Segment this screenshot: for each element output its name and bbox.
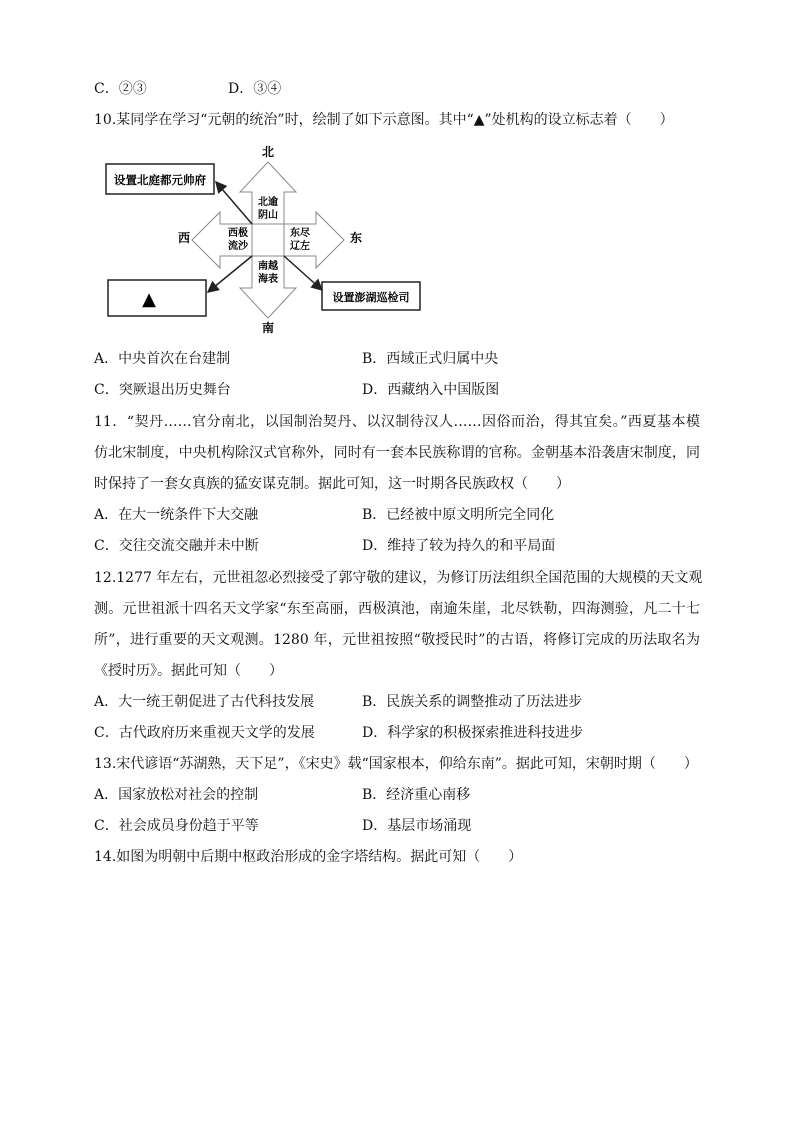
south-arm-text-2: 海表 (258, 274, 278, 285)
q12-option-a: A．大一统王朝促进了古代科技发展 (94, 694, 315, 710)
q13-stem: 13.宋代谚语“苏湖熟，天下足”，《宋史》载“国家根本，仰给东南”。据此可知，宋朝时期（ ） (94, 756, 698, 772)
q12-stem-line-3: 所”，进行重要的天文观测。1280 年，元世祖按照“敬授民时”的古语，将修订完成的历法取名为 (94, 632, 700, 648)
q12-option-d: D．科学家的积极探索推进科技进步 (362, 725, 584, 741)
q10-option-d: D．西藏纳入中国版图 (362, 382, 500, 398)
q11-stem-line-2: 仿北宋制度，中央机构除汉式官称外，同时有一套本民族称谓的官称。金朝基本沿袭唐宋制度，同 (94, 445, 700, 461)
q12-stem-line-4: 《授时历》。据此可知（ ） (94, 663, 283, 679)
east-arm-text-1: 东尽 (290, 228, 310, 239)
east-arm-text-2: 辽左 (290, 241, 310, 252)
q11-option-c: C．交往交流交融并未中断 (94, 538, 259, 554)
q10-option-c: C．突厥退出历史舞台 (94, 382, 231, 398)
west-arm-text-1: 西极 (228, 228, 248, 239)
west-arm-text-2: 流沙 (228, 241, 248, 252)
q11-stem-line-1: 11．“契丹……官分南北，以国制治契丹、以汉制待汉人……因俗而治，得其宜矣。”西夏基本模 (94, 414, 700, 430)
q10-stem: 10.某同学在学习“元朝的统治”时，绘制了如下示意图。其中“▲”处机构的设立标志着（ ） (94, 112, 674, 128)
q14-stem: 14.如图为明朝中后期中枢政治形成的金字塔结构。据此可知（ ） (94, 849, 523, 865)
q11-stem-line-3: 时保持了一套女真族的猛安谋克制。据此可知，这一时期各民族政权（ ） (94, 476, 570, 492)
q11-option-b: B．已经被中原文明所完全同化 (362, 507, 555, 523)
west-label: 西 (177, 231, 191, 245)
south-arm-text-1: 南越 (258, 261, 278, 272)
q12-stem-line-1: 12.1277 年左右，元世祖忽必烈接受了郭守敬的建议，为修订历法组织全国范围的大规模的天文观 (94, 570, 703, 586)
q13-option-d: D．基层市场涌现 (362, 818, 472, 834)
q13-option-c: C．社会成员身份趋于平等 (94, 818, 259, 834)
q9-option-c: C．②③ (94, 81, 147, 97)
q12-option-b: B．民族关系的调整推动了历法进步 (362, 694, 583, 710)
north-arm-text-1: 北逾 (258, 197, 278, 208)
west-arrow (192, 212, 252, 268)
east-arrow (284, 212, 344, 268)
south-label: 南 (261, 321, 275, 335)
q10-diagram (100, 142, 460, 338)
box-southwest (108, 280, 206, 316)
q13-option-a: A．国家放松对社会的控制 (94, 787, 259, 803)
q10-option-a: A．中央首次在台建制 (94, 351, 231, 367)
q11-option-d: D．维持了较为持久的和平局面 (362, 538, 556, 554)
triangle-symbol: ▲ (142, 289, 156, 310)
q10-option-b: B．西域正式归属中央 (362, 351, 499, 367)
box-northwest-text: 设置北庭都元帅府 (114, 173, 206, 187)
north-label: 北 (261, 145, 275, 159)
q13-option-b: B．经济重心南移 (362, 787, 471, 803)
north-arm-text-2: 阴山 (258, 210, 278, 221)
q12-option-c: C．古代政府历来重视天文学的发展 (94, 725, 315, 741)
box-southeast-text: 设置澎湖巡检司 (332, 291, 410, 304)
q9-option-d: D．③④ (228, 81, 282, 97)
east-label: 东 (349, 231, 363, 245)
q12-stem-line-2: 测。元世祖派十四名天文学家“东至高丽，西极滇池，南逾朱崖，北尽铁勒，四海测验，凡二十七 (94, 601, 700, 617)
q11-option-a: A．在大一统条件下大交融 (94, 507, 259, 523)
